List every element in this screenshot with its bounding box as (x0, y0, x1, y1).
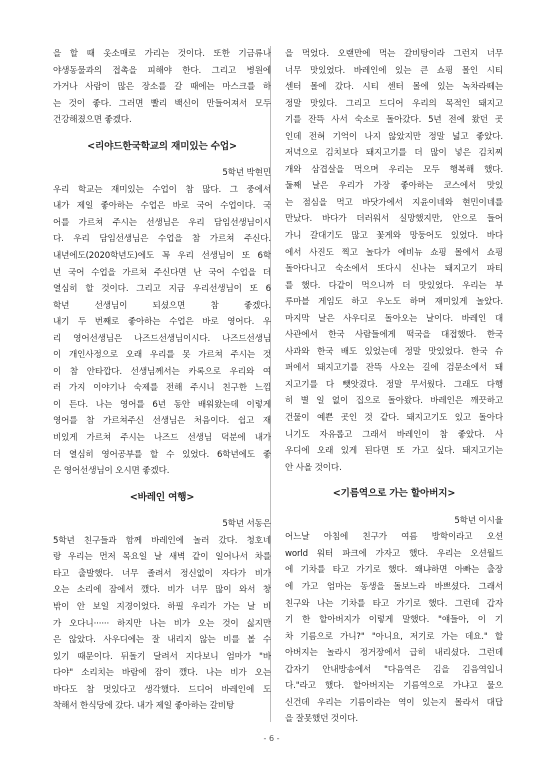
article-byline-grandfather: 5학년 이시율 (454, 515, 503, 526)
text-line: 이 참 안타깝다. 선생님께서는 카록으로 우리와 여 (53, 366, 271, 377)
text-line: 사관에서 한국 사람들에게 떡국을 대접했다. 한국 (285, 330, 503, 341)
text-line: 지고기를 다 뺏앗겼다. 정말 무서웠다. 그래도 다행 (285, 379, 503, 390)
text-line: 정말 맛있다. 그리고 드디어 우리의 목적인 돼지고 (285, 98, 503, 109)
text-line: 인데 전혀 기억이 나지 않았지만 정말 넓고 좋았다. (285, 131, 503, 142)
text-line: 돌아다니고 숙소에서 또다시 신나는 돼지고기 파티 (285, 264, 503, 275)
text-line: 랑 우리는 먼저 목요일 날 새벽 같이 일어나서 차를 (53, 552, 271, 563)
text-line: 은 않았다. 사우디에는 잘 내리지 않는 비를 볼 수 (53, 635, 271, 646)
text-line: 안 사올 것이다. (285, 462, 342, 473)
text-line: 기를 잔뜩 사서 숙소로 돌아갔다. 5년 전에 왔던 곳 (285, 115, 503, 126)
text-line: 있기 때문이다. 뒤돌기 달려서 지다보니 엄마가 "바 (53, 651, 271, 662)
text-line: 가니 갈대기도 많고 꽃게와 망둥어도 있었다. 바다 (285, 231, 503, 242)
right-column (285, 46, 503, 728)
text-line: 에 기차를 타고 가기로 했다. 왜냐하면 아빠는 출장 (285, 565, 503, 576)
text-line: 년 국어 수업을 가르쳐 주신다면 난 국어 수업을 더 (53, 267, 271, 278)
text-line: 다. 우리 담임선생님은 수업을 참 가르쳐 주신다. (53, 234, 271, 245)
text-line: 을 할 때 옷소매로 가리는 것이다. 또한 기금류나 (53, 49, 271, 59)
text-line: 차 기름으로 가니?" "아니요, 저기로 가는 데요." 할 (285, 631, 503, 642)
text-line: 어느날 아침에 친구가 여름 방학이라고 오션 (285, 532, 503, 543)
text-line: 타고 출발했다. 너무 졸려서 정신없이 자다가 비가 (53, 568, 271, 579)
text-line: 바다도 참 멋있다고 생각했다. 드디어 바레인에 도 (53, 684, 271, 695)
text-line: 퍼에서 돼지고기를 잔뜩 사오는 길에 검문소에서 돼 (285, 363, 503, 374)
text-line: 건물이 예쁜 곳인 것 같다. 돼지고기도 있고 돌아다 (285, 413, 503, 424)
text-line: 는 것이 좋다. 그러면 빨리 백신이 만들어져서 모두 (53, 98, 271, 109)
text-line: 이 개인사정으로 오래 우리를 못 가르쳐 주시는 것 (53, 350, 271, 361)
text-line: 야생동물과의 접촉을 피해야 한다. 그리고 병원에 (53, 65, 271, 76)
text-line: world 워터 파크에 가자고 했다. 우리는 오션월드 (285, 548, 503, 559)
article-body-grandfather (285, 529, 503, 728)
text-line: 밖이 안 보일 지경이었다. 하필 우리가 가는 날 비 (53, 601, 271, 612)
text-line: 에 가고 엄마는 동생을 돌보느라 바쁘셨다. 그래서 (285, 581, 503, 592)
text-line: 개와 삼겹살을 먹으며 우리는 모두 행복해 했다. (285, 164, 503, 175)
text-line: 마지막 날은 사우디로 돌아오는 날이다. 바레인 대 (285, 313, 503, 324)
text-line: 을 먹었다. 오랜만에 먹는 갈비탕이라 그런지 너무 (285, 49, 503, 59)
text-line: 영어를 참 가르쳐주신 선생님은 처음이다. 쉽고 재 (53, 416, 271, 427)
text-line: 러 가지 이야기나 숙제를 전해 주시니 친구한 느낌 (53, 383, 271, 394)
text-line: 친구와 나는 기차를 타고 가기로 했다. 그런데 갑자 (285, 598, 503, 609)
text-line: 루마블 게임도 하고 우노도 하며 재미있게 놀았다. (285, 297, 503, 308)
text-line: 착해서 한식당에 갔다. 내가 제일 좋아하는 갈비탕 (53, 701, 235, 712)
text-line: 열심히 할 것이다. 그리고 지금 우리선생님이 또 6 (53, 284, 271, 295)
text-line: 아버지는 놀라시 정거장에서 급히 내리셨다. 그런데 (285, 648, 503, 659)
text-line: 다야" 소리치는 바람에 잠이 깼다. 나는 비가 오는 (53, 668, 271, 679)
text-line: 우리 학교는 재미있는 수업이 참 많다. 그 중에서 (53, 184, 271, 195)
text-line: 내가 제일 좋아하는 수업은 바로 국어 수업이다. 국 (53, 201, 271, 212)
article-byline-bahrain-trip: 5학년 서동은 (222, 519, 271, 530)
article-title-grandfather: <기름역으로 가는 할아버지> (332, 488, 456, 500)
text-line: 에서 사진도 찍고 놀다가 에비뉴 쇼핑 몰에서 쇼핑 (285, 247, 503, 258)
text-line: 갑자기 안내방송에서 "다음역은 김을 김음역입니 (285, 664, 503, 675)
text-line: 사과와 한국 배도 있었는데 정말 맛있었다. 한국 슈 (285, 346, 503, 357)
text-line: 센터 몰에 갔다. 시티 센터 몰에 있는 녹차라떼는 (285, 82, 503, 93)
text-line: 어를 가르쳐 주시는 선생님은 우리 담임선생님이시 (53, 217, 271, 228)
intro-paragraph (53, 46, 271, 129)
text-line: 오는 소리에 잠에서 깼다. 비가 너무 많이 와서 창 (53, 585, 271, 596)
text-line: 히 별 일 없이 집으로 돌아왔다. 바레인은 깨끗하고 (285, 396, 503, 407)
text-line: 이 든다. 나는 영어를 6년 동안 배워왔는데 이렇게 (53, 399, 271, 410)
article-body-bahrain-trip (53, 533, 271, 715)
article-title-bahrain-trip: <바레인 여행> (129, 491, 195, 503)
text-line: 저녁으로 김치보다 돼지고기를 더 많이 넣은 김치찌 (285, 148, 503, 159)
text-line: 5학년 친구들과 함께 바레인에 놀러 갔다. 청호네 (53, 535, 271, 546)
text-line: 리 영어선생님은 나즈드선생님이시다. 나즈드선생님 (53, 333, 271, 344)
text-line: 를 했다. 다같이 먹으니까 더 맛있었다. 우리는 부 (285, 280, 503, 291)
article-body-school-class (53, 182, 271, 480)
text-line: 둘째 날은 우리가 가장 좋아하는 코스에서 맛있 (285, 181, 503, 192)
text-line: 내기 두 번째로 좋아하는 수업은 바로 영어다. 우 (53, 317, 271, 328)
page-number: - 6 - (263, 734, 280, 743)
text-line: 은 영어선생님이 오시면 좋겠다. (53, 466, 170, 477)
article-byline-school-class: 5학년 박현민 (222, 168, 271, 179)
text-line: 학년 선생님이 되셨으면 참 좋겠다. (53, 300, 271, 311)
text-line: 내년에도(2020학년도)에도 꼭 우리 선생님이 또 6학 (53, 251, 271, 262)
text-line: 만났다. 바다가 더러워서 실망했지만, 안으로 들어 (285, 214, 503, 225)
article-body-bahrain-trip-continued (285, 46, 503, 476)
text-line: 더 열심히 영어공부를 할 수 있었다. 6학년에도 좋 (53, 449, 271, 460)
text-line: 기 한 할아버지가 이렇게 말했다. "얘들아, 이 기 (285, 615, 503, 626)
text-line: 가 오다니······ 하지만 나는 비가 오는 것이 싫지만 (53, 618, 271, 629)
text-line: 니기도 자유롭고 그래서 바레인이 참 좋았다. 사 (285, 429, 503, 440)
text-line: 신건데 우리는 기름이라는 역이 있는지 몰라서 대답 (285, 697, 503, 708)
left-column (53, 46, 271, 715)
text-line: 다."라고 했다. 할아버지는 기름역으로 가냐고 물으 (285, 681, 503, 692)
text-line: 비있게 가르쳐 주시는 나즈드 선생님 덕분에 내가 (53, 433, 271, 444)
text-line: 우디에 오래 있게 된다면 또 가고 싶다. 돼지고기는 (285, 446, 503, 457)
article-title-school-class: <리야드한국학교의 재미있는 수업> (87, 140, 237, 152)
text-line: 을 잘못했던 것이다. (285, 714, 358, 725)
text-line: 너무 맛있었다. 바레인에 있는 큰 쇼핑 몰인 시티 (285, 65, 503, 76)
text-line: 건강해졌으면 좋겠다. (53, 115, 132, 126)
text-line: 가거나 사람이 많은 장소를 갈 때에는 마스크를 하 (53, 82, 271, 93)
text-line: 는 점심을 먹고 바닷가에서 지윤이네와 현민이네를 (285, 197, 503, 208)
